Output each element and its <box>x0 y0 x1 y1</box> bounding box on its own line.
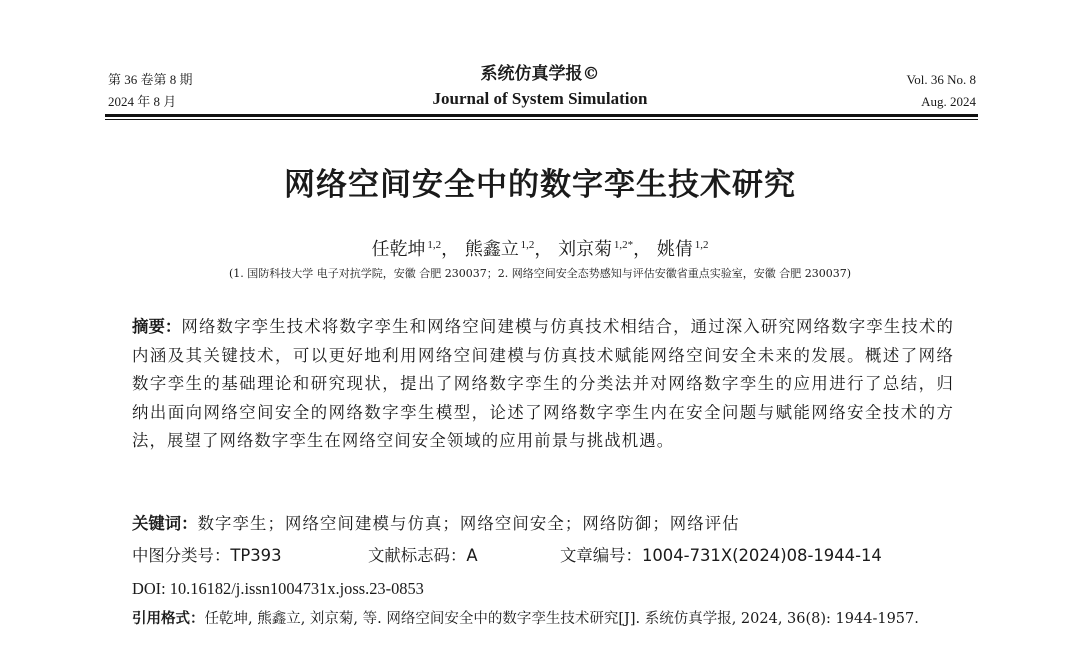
abstract-text: 网络数字孪生技术将数字孪生和网络空间建模与仿真技术相结合，通过深入研究网络数字孪生技术的内涵及其关键技术，可以更好地利用网络空间建模与仿真技术赋能网络空间安全未来的发展。概述了网络数字孪生的基础理论和研究现状，提出了网络数字孪生的分类法并对网络数字孪生的应用进行了总结，归纳出面向网络空间安全的网络数字孪生模型，论述了网络数字孪生内在安全问题与赋能网络安全技术的方法，展望了网络数字孪生在网络空间安全领域的应用前景与挑战机遇。 <box>132 317 954 451</box>
citation-text: 任乾坤, 熊鑫立, 刘京菊, 等. 网络空间安全中的数字孪生技术研究[J]. 系统仿真学报, 2024, 36(8): 1944-1957. <box>204 611 919 627</box>
author-affil-mark: 1,2* <box>613 239 634 251</box>
doi: DOI: 10.16182/j.issn1004731x.joss.23-0853 <box>132 579 424 598</box>
document-code: 文献标志码：A <box>368 546 478 565</box>
author-name: 任乾坤 <box>371 239 426 260</box>
author-separator: ， <box>633 239 652 260</box>
author-name: 熊鑫立 <box>464 239 519 260</box>
volume-en: Vol. 36 No. 8 <box>906 72 976 87</box>
citation-label: 引用格式： <box>132 611 205 627</box>
date-cn: 2024 年 8 月 <box>108 94 177 109</box>
author-affil-mark: 1,2 <box>427 239 442 251</box>
date-en: Aug. 2024 <box>921 94 976 109</box>
header-rule-thick <box>105 114 978 117</box>
clc-number: 中图分类号：TP393 <box>132 546 282 565</box>
author-separator: ， <box>441 239 460 260</box>
journal-name-cn: 系统仿真学报© <box>480 64 600 84</box>
journal-name-en: Journal of System Simulation <box>432 89 648 108</box>
header-right <box>907 69 976 113</box>
header-rule-thin <box>105 119 978 120</box>
abstract-label: 摘要： <box>132 317 182 336</box>
abstract <box>132 313 954 456</box>
author-list <box>0 232 1080 263</box>
keywords-label: 关键词： <box>132 514 198 533</box>
volume-cn: 第 36 卷第 8 期 <box>108 72 193 87</box>
paper-title: 网络空间安全中的数字孪生技术研究 <box>284 167 796 203</box>
author-affil-mark: 1,2 <box>520 239 535 251</box>
author-affil-mark: 1,2 <box>694 239 709 251</box>
author-separator: ， <box>534 239 553 260</box>
author-name: 刘京菊 <box>558 239 613 260</box>
author-name: 姚倩 <box>656 239 693 260</box>
abstract-section <box>132 313 954 456</box>
affiliations: (1. 国防科技大学 电子对抗学院，安徽 合肥 230037；2. 网络空间安全态势感知与评估安徽省重点实验室，安徽 合肥 230037) <box>228 267 852 280</box>
citation <box>132 607 954 631</box>
keywords <box>132 512 740 536</box>
article-number: 文章编号：1004-731X(2024)08-1944-14 <box>560 546 882 565</box>
keywords-text: 数字孪生；网络空间建模与仿真；网络空间安全；网络防御；网络评估 <box>197 514 740 533</box>
